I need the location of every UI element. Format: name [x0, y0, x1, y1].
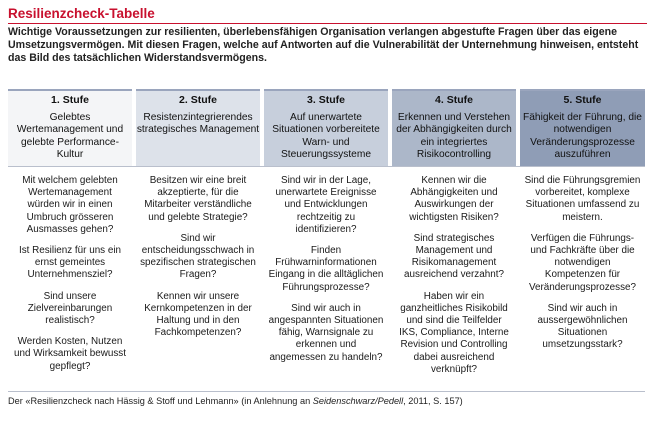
column-questions	[520, 167, 645, 392]
caption-text: Der «Resilienzcheck nach Hässig & Stoff und Lehmann» (in Anlehnung an	[8, 396, 313, 406]
column-header: 5. Stufe	[520, 89, 645, 110]
source-caption	[8, 396, 463, 406]
column-questions	[136, 167, 260, 392]
question-item: Kennen wir die Abhängigkeiten und Auswirkungen der wichtigsten Risiken?	[409, 175, 499, 223]
column-subtitle: Erkennen und Verstehen der Abhängigkeiten durch ein integriertes Risikocontrolling	[392, 110, 516, 166]
column-header: 4. Stufe	[392, 89, 516, 110]
intro-text: Wichtige Voraussetzungen zur resilienten, überlebensfähigen Organisation verlangen abgestufte Fragen über das eigene Umsetzungsvermögen. Mit diesen Fragen, welche auf Antworten auf die Vulnerabilität der Unternehmung hinweisen, entsteht das Bild des tatsächlichen Widerstandsvermögens.	[8, 26, 639, 64]
column-questions	[8, 167, 132, 392]
question-item: Sind wir entscheidungsschwach in spezifischen strategischen Fragen?	[140, 232, 256, 281]
question-item: Sind wir auch in angespannten Situationen fähig, Warnsignale zu erkennen und angemessen zu handeln?	[268, 302, 384, 363]
column-level-5	[520, 89, 645, 392]
question-item: Besitzen wir eine breit akzeptierte, für die Mitarbeiter verständliche und gelebte Strategie?	[144, 175, 252, 223]
column-header: 3. Stufe	[264, 89, 388, 110]
column-subtitle: Auf unerwartete Situationen vorbereitete Warn- und Steuerungssysteme	[264, 110, 388, 166]
question-item: Haben wir ein ganzheitliches Risikobild und sind die Teilfelder IKS, Compliance, Interne Revision und Controlling dabei ausreichend verknüpft?	[399, 290, 509, 375]
table-bottom-rule	[8, 391, 645, 392]
caption-text-end: , 2011, S. 157)	[403, 396, 463, 406]
column-subtitle: Fähigkeit der Führung, die notwendigen Veränderungsprozesse auszuführen	[520, 110, 645, 166]
question-item: Mit welchem gelebten Wertemanagement würden wir in einen Umbruch grösseren Ausmasses gehen?	[22, 175, 118, 235]
column-level-1	[8, 89, 132, 392]
page-title: Resilienzcheck-Tabelle	[8, 6, 155, 21]
column-questions	[392, 167, 516, 392]
title-divider	[8, 23, 647, 24]
column-subtitle: Resistenzintegrierendes strategisches Management	[136, 110, 260, 166]
question-item: Werden Kosten, Nutzen und Wirksamkeit bewusst gepflegt?	[14, 336, 126, 372]
question-item: Verfügen die Führungs- und Fachkräfte über die notwendigen Kompetenzen für Veränderungsprozesse?	[528, 232, 637, 293]
question-item: Sind unsere Zielvereinbarungen realistisch?	[27, 290, 113, 327]
question-item: Finden Frühwarninformationen Eingang in die alltäglichen Führungsprozesse?	[268, 245, 384, 293]
column-header: 2. Stufe	[136, 89, 260, 110]
question-item: Ist Resilienz für uns ein ernst gemeintes Unternehmensziel?	[18, 245, 122, 281]
question-item: Sind die Führungsgremien vorbereitet, komplexe Situationen umfassend zu meistern.	[524, 175, 641, 223]
question-item: Kennen wir unsere Kernkompetenzen in der Haltung und in den Fachkompetenzen?	[144, 290, 252, 339]
column-header: 1. Stufe	[8, 89, 132, 110]
question-item: Sind strategisches Management und Risikomanagement ausreichend verzahnt?	[404, 232, 504, 281]
column-level-4	[392, 89, 516, 392]
column-subtitle: Gelebtes Wertemanagement und gelebte Performance-Kultur	[8, 110, 132, 166]
column-questions	[264, 167, 388, 392]
column-level-2	[136, 89, 260, 392]
question-item: Sind wir auch in aussergewöhnlichen Situationen umsetzungsstark?	[537, 302, 628, 351]
subtitle-divider	[8, 166, 645, 167]
column-level-3	[264, 89, 388, 392]
resilience-table	[8, 89, 645, 392]
caption-citation: Seidenschwarz/Pedell	[312, 396, 404, 406]
question-item: Sind wir in der Lage, unerwartete Ereignisse und Entwicklungen rechtzeitig zu identifizieren?	[275, 175, 377, 235]
